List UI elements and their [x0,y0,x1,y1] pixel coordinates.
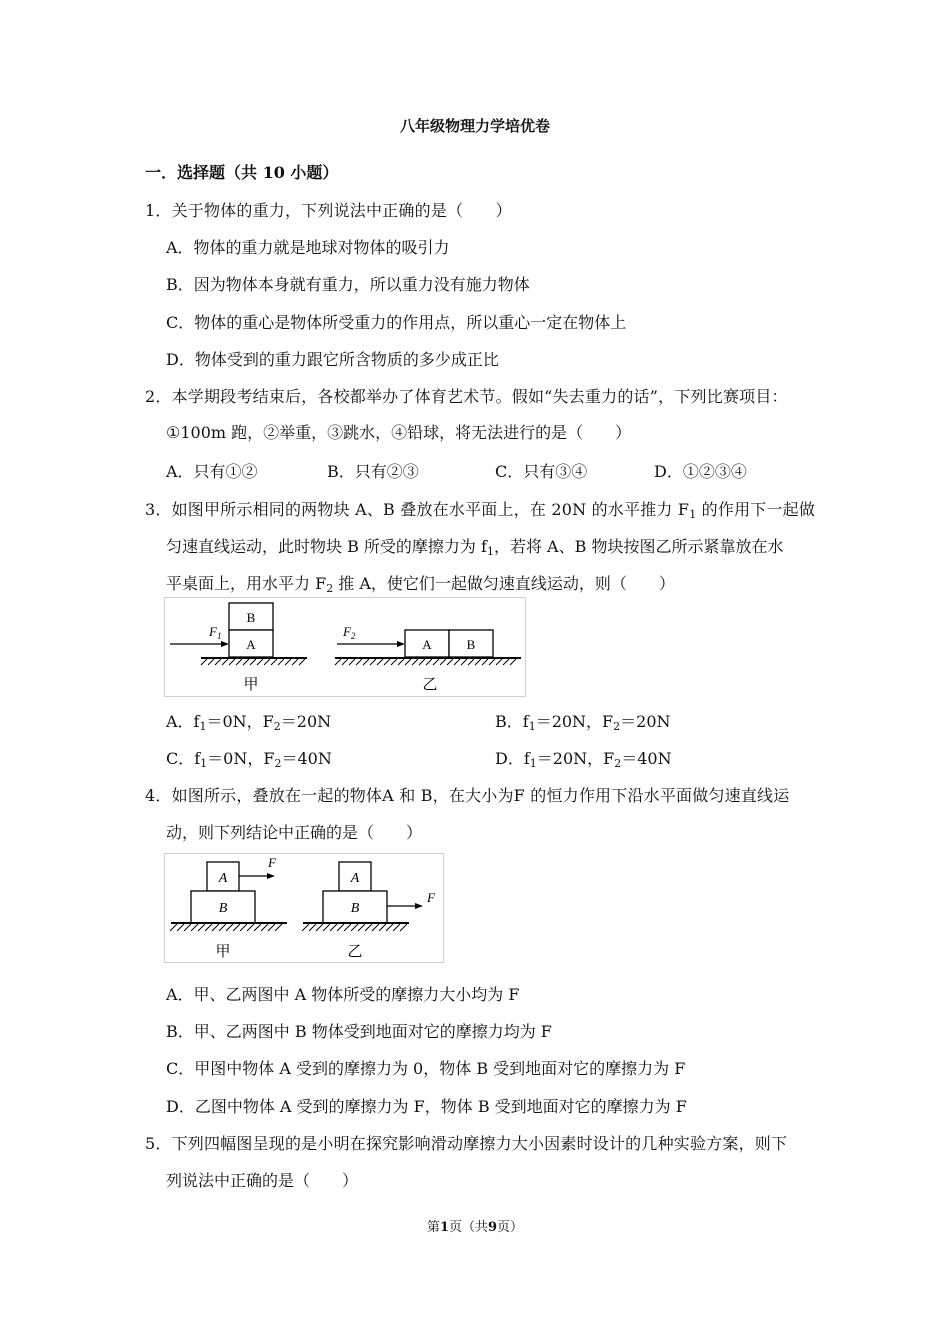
ground-hatch-mark [349,659,355,665]
ground-hatch-mark [468,659,474,665]
q3-stem-line1-sub: 1 [689,508,697,521]
footer-mid: 页（共 [448,1220,488,1235]
ground-hatch-mark [208,659,214,665]
ground-hatch-mark [475,659,481,665]
ground-hatch-mark [372,924,379,931]
q1-option-c: C．物体的重心是物体所受重力的作用点，所以重心一定在物体上 [166,313,627,332]
q3-stem-line1-text: 3．如图甲所示相同的两物块 A、B 叠放在水平面上，在 20N 的水平推力 F [145,500,690,519]
q3-stem-line3 [166,571,675,595]
ground-hatch-mark [233,924,240,931]
ground-hatch-mark [358,924,365,931]
q4-stem-line2: 动，则下列结论中正确的是（ ） [166,823,423,842]
ground-hatch-mark [447,659,453,665]
footer-pre: 第 [426,1220,440,1235]
q4-left-force-label: F [268,855,276,870]
q4-left-label-b: B [218,901,228,916]
ground-hatch-mark [268,924,275,931]
q3-diagram-right [335,624,521,693]
q3-right-force-label: $F_2$ [343,624,356,641]
q2-option-c: C．只有③④ [495,462,588,481]
arrow-head-icon [397,641,405,647]
ground-hatch-mark [236,659,242,665]
ground-hatch-mark [285,659,291,665]
q3-stem-line2-text: 匀速直线运动，此时物块 B 所受的摩擦力为 f [166,537,487,556]
ground-hatch-mark [496,659,502,665]
ground-hatch-mark [243,659,249,665]
section-heading: 一．选择题（共 10 小题） [145,163,339,182]
q4-stem-line1: 4．如图所示，叠放在一起的物体A 和 B，在大小为F 的恒力作用下沿水平面做匀速直线运 [145,786,790,805]
ground-hatch-mark [482,659,488,665]
q3-option-a: A．$f_1=0N$，$F_2=20N$ [166,712,332,733]
q3-stem-line2-sub: 1 [486,545,494,558]
q4-right-ground-hatch [302,924,407,931]
q3-left-label-a: A [246,637,256,652]
ground-hatch-mark [377,659,383,665]
ground-hatch-mark [229,659,235,665]
q1-option-b: B．因为物体本身就有重力，所以重力没有施力物体 [166,275,530,294]
ground-hatch-mark [419,659,425,665]
q3-figure [164,597,526,697]
q2-option-a: A．只有①② [166,462,258,481]
q4-diagram-left [170,855,287,960]
ground-hatch-mark [226,924,233,931]
q2-stem-line2: ①100m 跑，②举重，③跳水，④铅球，将无法进行的是（ ） [166,423,632,442]
ground-hatch-mark [342,659,348,665]
ground-hatch-mark [393,924,400,931]
ground-hatch-mark [337,924,344,931]
ground-hatch-mark [198,924,205,931]
q3-left-label-b: B [246,610,256,625]
ground-hatch-mark [391,659,397,665]
q2-option-b: B．只有②③ [327,462,419,481]
ground-hatch-mark [254,924,261,931]
q3-right-label-b: B [466,637,476,652]
ground-hatch-mark [292,659,298,665]
q4-right-label-a: A [350,871,360,886]
ground-hatch-mark [503,659,509,665]
page-footer [0,1216,950,1235]
q3-right-ground-hatch [335,659,516,665]
q5-stem-line2: 列说法中正确的是（ ） [166,1171,359,1190]
footer-post: 页） [497,1220,524,1235]
ground-hatch-mark [278,659,284,665]
ground-hatch-mark [363,659,369,665]
q4-right-force-label: F [427,890,435,905]
q3-option-c: C．$f_1=0N$，$F_2=40N$ [166,749,332,770]
ground-hatch-mark [309,924,316,931]
ground-hatch-mark [461,659,467,665]
ground-hatch-mark [170,924,177,931]
ground-hatch-mark [205,924,212,931]
q4-option-d: D．乙图中物体 A 受到的摩擦力为 F，物体 B 受到地面对它的摩擦力为 F [166,1097,687,1116]
arrow-head-icon [267,873,275,879]
ground-hatch-mark [356,659,362,665]
q1-option-a: A．物体的重力就是地球对物体的吸引力 [166,238,450,257]
ground-hatch-mark [510,659,516,665]
ground-hatch-mark [323,924,330,931]
arrow-head-icon [221,641,229,647]
q1-option-d: D．物体受到的重力跟它所含物质的多少成正比 [166,350,499,369]
ground-hatch-mark [201,659,207,665]
q4-left-caption: 甲 [215,944,231,960]
ground-hatch-mark [351,924,358,931]
ground-hatch-mark [222,659,228,665]
q4-option-c: C．甲图中物体 A 受到的摩擦力为 0，物体 B 受到地面对它的摩擦力为 F [166,1059,686,1078]
q3-left-caption: 甲 [243,677,259,693]
q4-diagram-right [302,862,436,960]
ground-hatch-mark [302,924,309,931]
q3-stem-line1-tail: 的作用下一起做 [696,500,816,519]
ground-hatch-mark [219,924,226,931]
q4-left-ground-hatch [170,924,282,931]
document-title: 八年级物理力学培优卷 [399,117,550,135]
ground-hatch-mark [212,924,219,931]
ground-hatch-mark [344,924,351,931]
q2-stem-line1: 2．本学期段考结束后，各校都举办了体育艺术节。假如“失去重力的话”，下列比赛项目： [145,387,788,406]
ground-hatch-mark [261,924,268,931]
q3-left-force-label: $F_1$ [209,624,222,641]
q3-stem-line3-text: 平桌面上，用水平力 F [166,574,327,593]
q4-right-caption: 乙 [347,944,363,960]
q3-figure-drawing [165,598,525,696]
q4-figure [164,853,444,963]
ground-hatch-mark [398,659,404,665]
ground-hatch-mark [316,924,323,931]
q1-stem: 1．关于物体的重力，下列说法中正确的是（ ） [145,201,512,220]
ground-hatch-mark [191,924,198,931]
ground-hatch-mark [400,924,407,931]
ground-hatch-mark [177,924,184,931]
ground-hatch-mark [426,659,432,665]
q3-diagram-left [170,603,307,693]
q3-stem-line1 [145,497,815,521]
ground-hatch-mark [184,924,191,931]
q3-left-ground-hatch [201,659,305,665]
ground-hatch-mark [433,659,439,665]
footer-total-pages: 9 [488,1220,498,1235]
arrow-head-icon [415,903,423,909]
ground-hatch-mark [384,659,390,665]
ground-hatch-mark [215,659,221,665]
q3-stem-line2-tail: ，若将 A、B 物块按图乙所示紧靠放在水 [493,537,784,556]
ground-hatch-mark [275,924,282,931]
q5-stem-line1: 5．下列四幅图呈现的是小明在探究影响滑动摩擦力大小因素时设计的几种实验方案，则下 [145,1134,788,1153]
ground-hatch-mark [386,924,393,931]
q3-right-caption: 乙 [422,677,438,693]
q3-option-d: D．$f_1=20N$，$F_2=40N$ [495,749,672,770]
q4-figure-drawing [165,854,443,962]
q3-option-b: B．$f_1=20N$，$F_2=20N$ [495,712,671,733]
ground-hatch-mark [370,659,376,665]
ground-hatch-mark [330,924,337,931]
q3-stem-line3-sub: 2 [326,582,334,595]
ground-hatch-mark [250,659,256,665]
ground-hatch-mark [240,924,247,931]
ground-hatch-mark [365,924,372,931]
ground-hatch-mark [412,659,418,665]
q3-stem-line2 [166,534,783,558]
ground-hatch-mark [299,659,305,665]
ground-hatch-mark [379,924,386,931]
footer-page-number: 1 [439,1220,449,1235]
ground-hatch-mark [247,924,254,931]
ground-hatch-mark [454,659,460,665]
ground-hatch-mark [440,659,446,665]
ground-hatch-mark [489,659,495,665]
q4-left-label-a: A [218,871,228,886]
q4-option-a: A．甲、乙两图中 A 物体所受的摩擦力大小均为 F [166,985,520,1004]
ground-hatch-mark [257,659,263,665]
ground-hatch-mark [405,659,411,665]
ground-hatch-mark [271,659,277,665]
ground-hatch-mark [335,659,341,665]
q3-stem-line3-tail: 推 A，使它们一起做匀速直线运动，则（ ） [333,574,675,593]
q2-option-d: D．①②③④ [654,462,747,481]
q4-option-b: B．甲、乙两图中 B 物体受到地面对它的摩擦力均为 F [166,1022,552,1041]
q4-right-label-b: B [350,901,360,916]
ground-hatch-mark [264,659,270,665]
q3-right-label-a: A [422,637,432,652]
